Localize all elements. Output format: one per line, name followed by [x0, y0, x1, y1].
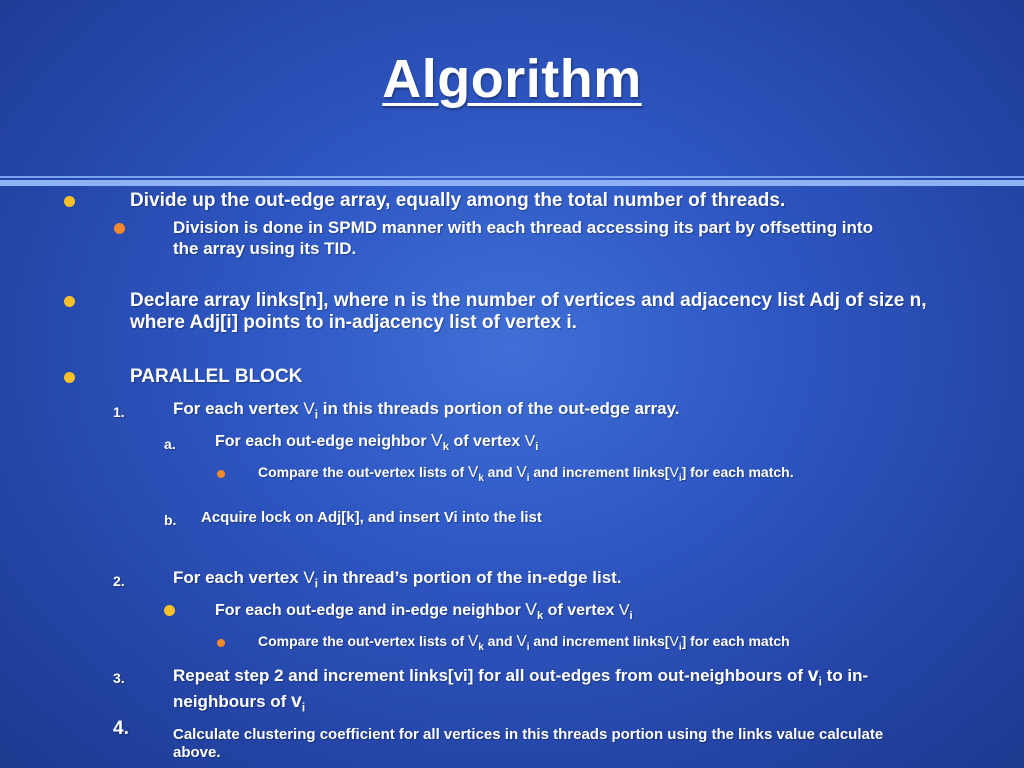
- bullet-icon: [164, 605, 175, 616]
- bullet-icon: [64, 372, 75, 383]
- step-1a-bullet-text: Compare the out-vertex lists of $V_k$ and $V_i$ and increment $links[V_i]$ for each match.: [258, 464, 794, 484]
- bullet-icon: [217, 470, 225, 478]
- bullet-icon: [217, 639, 225, 647]
- step-3-line2: neighbours of $v_i$: [173, 690, 306, 715]
- step-2-text: For each vertex $V_i$ in thread’s portion of the in-edge list.: [173, 568, 622, 591]
- step-3-number: 3.: [113, 670, 125, 686]
- slide-title: Algorithm: [382, 49, 642, 109]
- bullet-1-sub-line2: the array using its TID.: [173, 239, 357, 258]
- bullet-3-text: PARALLEL BLOCK: [130, 366, 303, 387]
- bullet-1-sub-line1: Division is done in SPMD manner with each thread accessing its part by offsetting into: [173, 218, 873, 237]
- step-2-number: 2.: [113, 573, 125, 589]
- step-1a-label: a.: [164, 436, 176, 452]
- step-2-sub-bullet-text: Compare the out-vertex lists of $V_k$ and $V_i$ and increment $links[V_i]$ for each match: [258, 633, 790, 653]
- bullet-2-line1: Declare array links[n], where n is the number of vertices and adjacency list Adj of size n,: [130, 290, 927, 311]
- bullet-1-text: Divide up the out-edge array, equally among the total number of threads.: [130, 190, 786, 211]
- step-4-line1: Calculate clustering coefficient for all vertices in this threads portion using the links value calculate: [173, 726, 884, 743]
- step-1-text: For each vertex $V_i$ in this threads portion of the out-edge array.: [173, 399, 680, 422]
- bullet-2-line2: where Adj[i] points to in-adjacency list of vertex i.: [130, 312, 577, 333]
- title-divider-thin: [0, 176, 1024, 178]
- bullet-icon: [114, 223, 125, 234]
- bullet-icon: [64, 296, 75, 307]
- step-1a-text: For each out-edge neighbor $V_k$ of vertex $V_i$: [215, 430, 539, 454]
- step-1b-label: b.: [164, 512, 177, 528]
- step-4-number: 4.: [113, 718, 129, 739]
- step-1b-text: Acquire lock on Adj[k], and insert Vi into the list: [201, 509, 542, 526]
- step-3-line1: Repeat step 2 and increment links[vi] for all out-edges from out-neighbours of $v_i$ to in-: [173, 664, 869, 689]
- title-divider-thick: [0, 180, 1024, 186]
- step-2-bullet-text: For each out-edge and in-edge neighbor $V_k$ of vertex $V_i$: [215, 599, 633, 623]
- bullet-icon: [64, 196, 75, 207]
- step-1-number: 1.: [113, 404, 125, 420]
- step-4-line2: above.: [173, 744, 221, 761]
